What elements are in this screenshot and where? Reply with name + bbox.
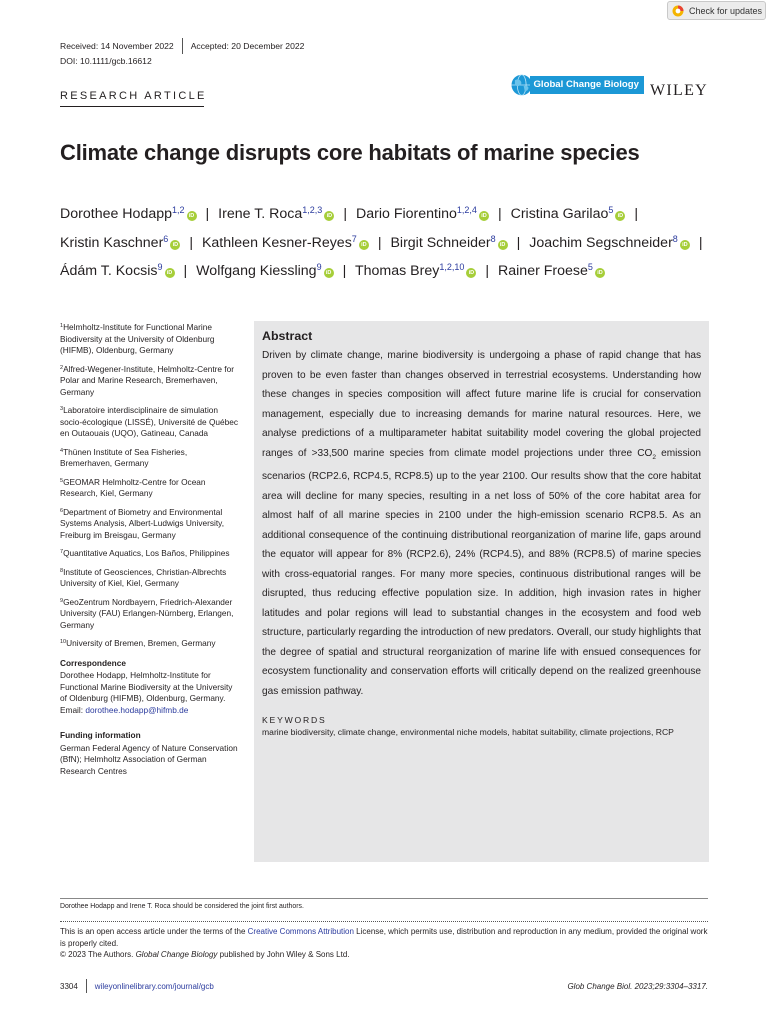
affiliations-column (60, 321, 238, 777)
orcid-icon[interactable]: iD (170, 240, 180, 250)
journal-citation: Glob Change Biol. 2023;29:3304–3317. (567, 981, 708, 991)
author-affiliation-numbers: 1,2,4 (456, 205, 477, 215)
author-affiliation-numbers: 1,2,3 (302, 205, 323, 215)
article-type-underline (60, 106, 204, 107)
footnote-divider (60, 898, 708, 899)
affiliation-item (60, 476, 238, 500)
author-name: Ádám T. Kocsis (60, 263, 158, 279)
author[interactable] (355, 263, 480, 279)
author-name: Joachim Segschneider (529, 234, 673, 251)
author-separator: | (205, 206, 210, 222)
author[interactable] (529, 235, 694, 251)
affiliation-text: GEOMAR Helmholtz-Centre for Ocean Research, Kiel, Germany (60, 476, 206, 498)
abstract-heading: Abstract (262, 329, 313, 343)
author-separator: | (377, 234, 382, 251)
license-text-2: License, which permits use, distribution and reproduction in any medium, provided the original work is properly cited. (60, 927, 708, 948)
author-name: Kathleen Kesner-Reyes (201, 234, 352, 251)
author-affiliation-numbers: 7 (351, 233, 357, 244)
orcid-icon[interactable]: iD (324, 211, 334, 221)
funding-text: German Federal Agency of Nature Conservation (BfN); Helmholtz Association of German Research Centres (60, 742, 238, 776)
journal-url-link[interactable]: wileyonlinelibrary.com/journal/gcb (94, 981, 214, 991)
copyright-journal: Global Change Biology (135, 950, 218, 959)
orcid-icon[interactable]: iD (324, 268, 334, 278)
author-separator: | (698, 234, 703, 251)
author-name: Dario Fiorentino (355, 206, 457, 222)
affiliation-text: Alfred-Wegener-Institute, Helmholtz-Centre for Polar and Marine Research, Bremerhaven, Germany (60, 363, 234, 397)
affiliation-text: Helmholtz-Institute for Functional Marine Biodiversity at the University of Oldenburg (HIFMB), Oldenburg, Germany (60, 322, 215, 355)
orcid-icon[interactable]: iD (187, 211, 197, 221)
abstract-box (254, 321, 709, 862)
author-name: Birgit Schneider (390, 234, 491, 251)
affiliation-text: Laboratoire interdisciplinaire de simulation socio-écologique (LISSÉ), Université de Québec en Outaouais (UQO), Gatineau, Canada (60, 405, 239, 438)
creative-commons-link[interactable]: Creative Commons Attribution (247, 927, 354, 936)
page-footer (60, 979, 708, 993)
orcid-icon[interactable]: iD (680, 240, 690, 250)
author[interactable] (60, 235, 184, 251)
author-separator: | (634, 206, 639, 222)
license-text-1: This is an open access article under the terms of the (60, 927, 248, 936)
page-number: 3304 (60, 981, 78, 991)
author-separator: | (189, 234, 193, 251)
check-updates-label: Check for updates (689, 5, 763, 16)
affiliation-number: 3 (60, 406, 64, 412)
author-affiliation-numbers: 8 (672, 233, 678, 244)
author-affiliation-numbers: 1,2 (172, 205, 185, 215)
affiliation-item (60, 547, 238, 560)
header-divider (182, 38, 183, 54)
affiliation-item (60, 404, 238, 440)
author-separator: | (342, 263, 347, 279)
author[interactable] (60, 206, 201, 222)
author-name: Irene T. Roca (218, 206, 303, 222)
orcid-icon[interactable]: iD (359, 240, 369, 250)
email-link[interactable]: dorothee.hodapp@hifmb.de (85, 704, 189, 715)
affiliation-item (60, 637, 238, 650)
check-for-updates-button[interactable] (667, 1, 766, 20)
orcid-icon[interactable]: iD (498, 240, 508, 250)
correspondence-email-line (60, 705, 238, 717)
abstract-text-part-2: emission scenarios (RCP2.6, RCP4.5, RCP8.5) up to the year 2100. Our results show that the core habitat area will decline for many species, resulting in a net loss of 50% of the core habitat area for almost half of all marine species in 2100 under the high-emission scenario RCP8.5. As an additional consequence of the continuing distributional reorganization of marine life, gaps around the equator will appear for 8% (RCP2.6), 24% (RCP4.5), and 88% (RCP8.5) of marine species with cross-equatorial ranges. For many more species, continuous distributional ranges will be disrupted, thus reducing effective population size. In addition, high invasion rates in higher latitudes and polar regions will lead to substantial changes in the ecosystem and food web structure, particularly regarding the introduction of new predators. Overall, our study highlights that the degree of spatial and structural reorganization of marine life with ensued consequences for ecosystem functionality and conservation efforts will critically depend on the realized greenhouse gas emission pathway. (262, 447, 701, 697)
globe-icon (511, 74, 532, 96)
keywords-heading: KEYWORDS (262, 715, 327, 726)
author[interactable] (60, 263, 179, 279)
author-name: Rainer Froese (498, 263, 588, 279)
correspondence-heading: Correspondence (60, 657, 126, 668)
affiliation-number: 7 (60, 549, 64, 555)
affiliation-item (60, 506, 238, 542)
author-name: Cristina Garilao (510, 206, 609, 222)
joint-authors-footnote: Dorothee Hodapp and Irene T. Roca should be considered the joint first authors. (60, 903, 304, 910)
affiliation-text: University of Bremen, Bremen, Germany (66, 638, 216, 648)
affiliation-number: 5 (60, 477, 64, 484)
affiliation-number: 9 (60, 597, 64, 604)
author-separator: | (485, 263, 490, 279)
license-divider (60, 921, 708, 922)
doi: DOI: 10.1111/gcb.16612 (60, 56, 152, 66)
orcid-icon[interactable]: iD (479, 211, 489, 221)
orcid-icon[interactable]: iD (466, 268, 476, 278)
affiliation-text: Quantitative Aquatics, Los Baños, Philippines (63, 548, 230, 558)
affiliation-item (60, 321, 238, 357)
affiliation-number: 10 (60, 639, 67, 645)
affiliation-item (60, 363, 238, 399)
author[interactable] (498, 263, 609, 279)
author-separator: | (516, 234, 521, 251)
affiliation-number: 8 (60, 567, 64, 574)
author-affiliation-numbers: 1,2,10 (439, 262, 465, 272)
affiliation-list (60, 321, 238, 650)
author[interactable] (196, 263, 337, 279)
author-affiliation-numbers: 9 (316, 262, 322, 272)
affiliation-item (60, 446, 238, 470)
author-name: Dorothee Hodapp (60, 206, 173, 222)
affiliation-text: Institute of Geosciences, Christian-Albrechts University of Kiel, Kiel, Germany (60, 566, 227, 588)
orcid-icon[interactable]: iD (165, 268, 175, 278)
keywords-text: marine biodiversity, climate change, environmental niche models, habitat suitability, climate projections, RCP (262, 727, 674, 738)
article-title: Climate change disrupts core habitats of marine species (60, 140, 640, 165)
abstract-text (262, 346, 701, 701)
orcid-icon[interactable]: iD (595, 268, 605, 278)
copyright-prefix: © 2023 The Authors. (60, 950, 136, 959)
affiliation-item (60, 596, 238, 632)
affiliation-text: GeoZentrum Nordbayern, Friedrich-Alexander University (FAU) Erlangen-Nürnberg, Erlangen, Germany (60, 596, 234, 630)
license-notice (60, 926, 710, 961)
affiliation-item (60, 566, 238, 590)
author-affiliation-numbers: 9 (157, 262, 163, 272)
author-separator: | (343, 206, 348, 222)
received-accepted-line (60, 38, 304, 54)
article-type: RESEARCH ARTICLE (60, 90, 207, 102)
copyright-suffix: published by John Wiley & Sons Ltd. (217, 950, 350, 959)
author[interactable] (218, 206, 338, 222)
journal-logo[interactable] (511, 73, 644, 97)
author[interactable] (356, 206, 493, 222)
footer-divider (86, 979, 87, 993)
author-separator: | (497, 206, 502, 222)
abstract-subscript: 2 (652, 453, 656, 461)
author[interactable] (202, 235, 373, 251)
author-affiliation-numbers: 8 (490, 233, 496, 244)
author[interactable] (511, 206, 630, 222)
affiliation-number: 1 (60, 323, 64, 329)
affiliation-text: Department of Biometry and Environmental Systems Analysis, Albert-Ludwigs University, Freiburg im Breisgau, Germany (60, 506, 224, 540)
author[interactable] (390, 235, 511, 251)
accepted-date: Accepted: 20 December 2022 (190, 41, 305, 51)
received-date: Received: 14 November 2022 (60, 41, 174, 51)
affiliation-number: 2 (60, 364, 64, 371)
author-separator: | (183, 263, 188, 279)
funding-heading: Funding information (60, 730, 141, 740)
affiliation-number: 4 (60, 447, 64, 454)
author-name: Thomas Brey (354, 263, 440, 279)
check-updates-icon (672, 5, 684, 17)
author-name: Wolfgang Kiessling (196, 263, 317, 279)
author-list (60, 198, 720, 284)
affiliation-text: Thünen Institute of Sea Fisheries, Bremerhaven, Germany (60, 446, 188, 468)
correspondence-text: Dorothee Hodapp, Helmholtz-Institute for Functional Marine Biodiversity at the University of Oldenburg (HIFMB), Oldenburg, Germany. (60, 670, 233, 703)
author-affiliation-numbers: 6 (163, 233, 169, 244)
author-affiliation-numbers: 5 (608, 205, 614, 215)
email-label: Email: (60, 704, 86, 715)
abstract-text-part-1: Driven by climate change, marine biodiversity is undergoing a phase of rapid change that has proven to be even faster than changes observed in terrestrial ecosystems. Understanding how these changes in species composition will affect future marine life is crucial for conservation management, especially due to increasing demands for marine natural resources. Here, we analyse predictions of a multiparameter habitat suitability model covering the global projected ranges of >33,500 marine species from climate model projections under three CO (262, 350, 701, 459)
journal-name: Global Change Biology (530, 76, 644, 94)
affiliation-number: 6 (60, 507, 64, 514)
orcid-icon[interactable]: iD (615, 211, 625, 221)
author-affiliation-numbers: 5 (587, 262, 593, 272)
author-name: Kristin Kaschner (60, 234, 164, 251)
publisher-logo: WILEY (650, 82, 709, 99)
